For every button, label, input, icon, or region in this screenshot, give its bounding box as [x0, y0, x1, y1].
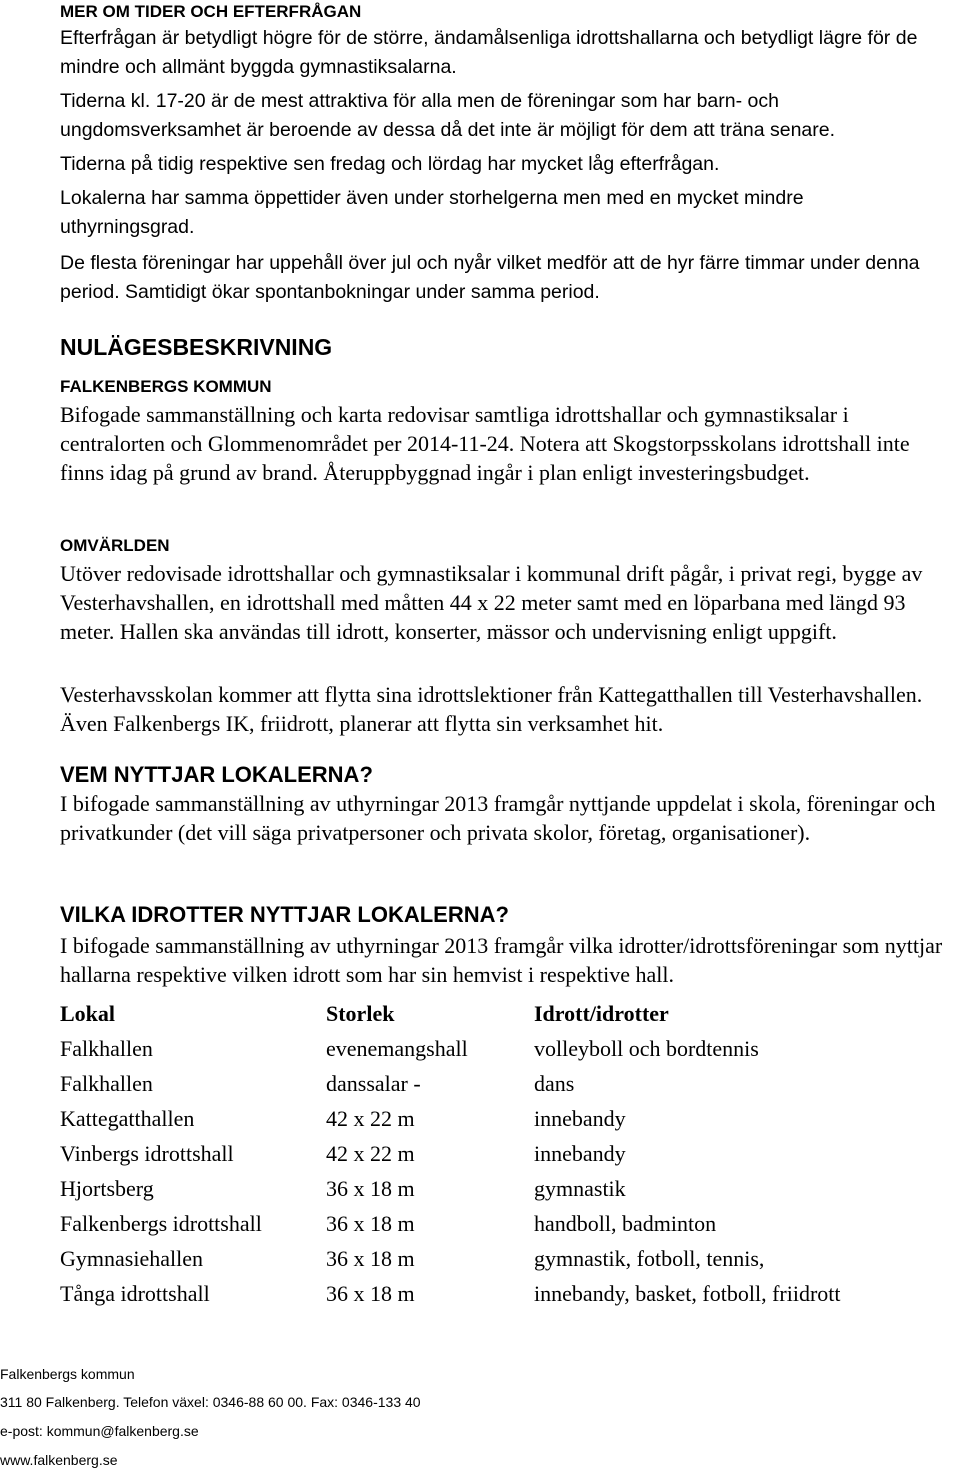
table-row	[60, 1136, 954, 1171]
cell-storlek: 36 x 18 m	[326, 1280, 415, 1306]
table-row	[60, 1031, 954, 1066]
cell-lokal: Falkenbergs idrottshall	[60, 1210, 262, 1236]
heading-tider-efterfragan: MER OM TIDER OCH EFTERFRÅGAN	[60, 2, 362, 21]
table-row	[60, 1241, 954, 1276]
paragraph-tiderna-kl: Tiderna kl. 17-20 är de mest attraktiva för alla men de föreningar som har barn- och ungdomsverksamhet är beroende av dessa då det inte är möjligt för dem att träna senare.	[60, 90, 836, 141]
cell-idrott: handboll, badminton	[534, 1210, 717, 1236]
cell-storlek: 36 x 18 m	[326, 1245, 415, 1271]
cell-idrott: innebandy	[534, 1105, 626, 1131]
cell-idrott: dans	[534, 1070, 575, 1096]
cell-storlek: 42 x 22 m	[326, 1140, 415, 1166]
cell-idrott: gymnastik, fotboll, tennis,	[534, 1245, 765, 1271]
cell-idrott: volleyboll och bordtennis	[534, 1035, 759, 1061]
table-row	[60, 1101, 954, 1136]
cell-storlek: danssalar -	[326, 1070, 421, 1096]
subheading-omvarlden: OMVÄRLDEN	[60, 536, 170, 555]
heading-nulagesbeskrivning: NULÄGESBESKRIVNING	[60, 334, 333, 360]
table-row	[60, 1206, 954, 1241]
cell-idrott: innebandy	[534, 1140, 626, 1166]
cell-lokal: Vinbergs idrottshall	[60, 1140, 234, 1166]
heading-vem-nyttjar: VEM NYTTJAR LOKALERNA?	[60, 762, 373, 787]
cell-lokal: Falkhallen	[60, 1070, 153, 1096]
footer-org: Falkenbergs kommun	[0, 1366, 135, 1382]
cell-lokal: Falkhallen	[60, 1035, 153, 1061]
table-row	[60, 1276, 954, 1311]
cell-lokal: Hjortsberg	[60, 1175, 154, 1201]
paragraph-jul-nyar: De flesta föreningar har uppehåll över jul och nyår vilket medför att de hyr färre timmar under denna period. Samtidigt ökar spontanbokningar under samma period.	[60, 252, 920, 303]
cell-lokal: Kattegatthallen	[60, 1105, 195, 1131]
column-header-storlek: Storlek	[326, 1000, 395, 1026]
paragraph-tidig-sen: Tiderna på tidig respektive sen fredag och lördag har mycket låg efterfrågan.	[60, 153, 720, 175]
table-row	[60, 1171, 954, 1206]
table-header-row	[60, 996, 954, 1031]
footer-email-link[interactable]: e-post: kommun@falkenberg.se	[0, 1423, 199, 1439]
subheading-falkenbergs-kommun: FALKENBERGS KOMMUN	[60, 377, 272, 396]
paragraph-uthyrningar-idrotter: I bifogade sammanställning av uthyrningar 2013 framgår vilka idrotter/idrottsföreningar som nyttjar hallarna respektive vilken idrott som har sin hemvist i respektive hall.	[60, 933, 943, 987]
paragraph-vesterhavshallen: Utöver redovisade idrottshallar och gymnastiksalar i kommunal drift pågår, i privat regi, bygge av Vesterhavshallen, en idrottshall med måtten 44 x 22 meter samt med en löparbana med längd 93 meter. Hallen ska användas till idrott, konserter, mässor och undervisning enligt uppgift.	[60, 561, 923, 644]
cell-idrott: gymnastik	[534, 1175, 626, 1201]
cell-idrott: innebandy, basket, fotboll, friidrott	[534, 1280, 841, 1306]
paragraph-vesterhavsskolan: Vesterhavsskolan kommer att flytta sina idrottslektioner från Kattegatthallen till Vesterhavshallen. Även Falkenbergs IK, friidrott, planerar att flytta sin verksamhet hit.	[60, 682, 923, 736]
paragraph-efterfragan: Efterfrågan är betydligt högre för de större, ändamålsenliga idrottshallarna och betydligt lägre för de mindre och allmänt byggda gymnastiksalarna.	[60, 27, 918, 78]
cell-storlek: 36 x 18 m	[326, 1175, 415, 1201]
cell-storlek: evenemangshall	[326, 1035, 468, 1061]
cell-lokal: Gymnasiehallen	[60, 1245, 203, 1271]
cell-storlek: 36 x 18 m	[326, 1210, 415, 1236]
heading-vilka-idrotter: VILKA IDROTTER NYTTJAR LOKALERNA?	[60, 902, 509, 927]
column-header-idrott: Idrott/idrotter	[534, 1000, 669, 1026]
footer-address: 311 80 Falkenberg. Telefon växel: 0346-88 60 00. Fax: 0346-133 40	[0, 1394, 421, 1410]
footer-web-link[interactable]: www.falkenberg.se	[0, 1452, 118, 1468]
cell-storlek: 42 x 22 m	[326, 1105, 415, 1131]
paragraph-oppettider: Lokalerna har samma öppettider även under storhelgerna men med en mycket mindre uthyrningsgrad.	[60, 187, 804, 238]
column-header-lokal: Lokal	[60, 1000, 116, 1026]
paragraph-sammanstallning: Bifogade sammanställning och karta redovisar samtliga idrottshallar och gymnastiksalar i centralorten och Glommenområdet per 2014-11-24. Notera att Skogstorpsskolans idrottshall inte finns idag på grund av brand. Återuppbyggnad ingår i plan enligt investeringsbudget.	[60, 402, 910, 485]
lokal-table	[60, 996, 954, 1311]
table-row	[60, 1066, 954, 1101]
cell-lokal: Tånga idrottshall	[60, 1280, 210, 1306]
paragraph-uthyrningar-nyttjande: I bifogade sammanställning av uthyrningar 2013 framgår nyttjande uppdelat i skola, föreningar och privatkunder (det vill säga privatpersoner och privata skolor, företag, organisationer).	[60, 791, 936, 845]
